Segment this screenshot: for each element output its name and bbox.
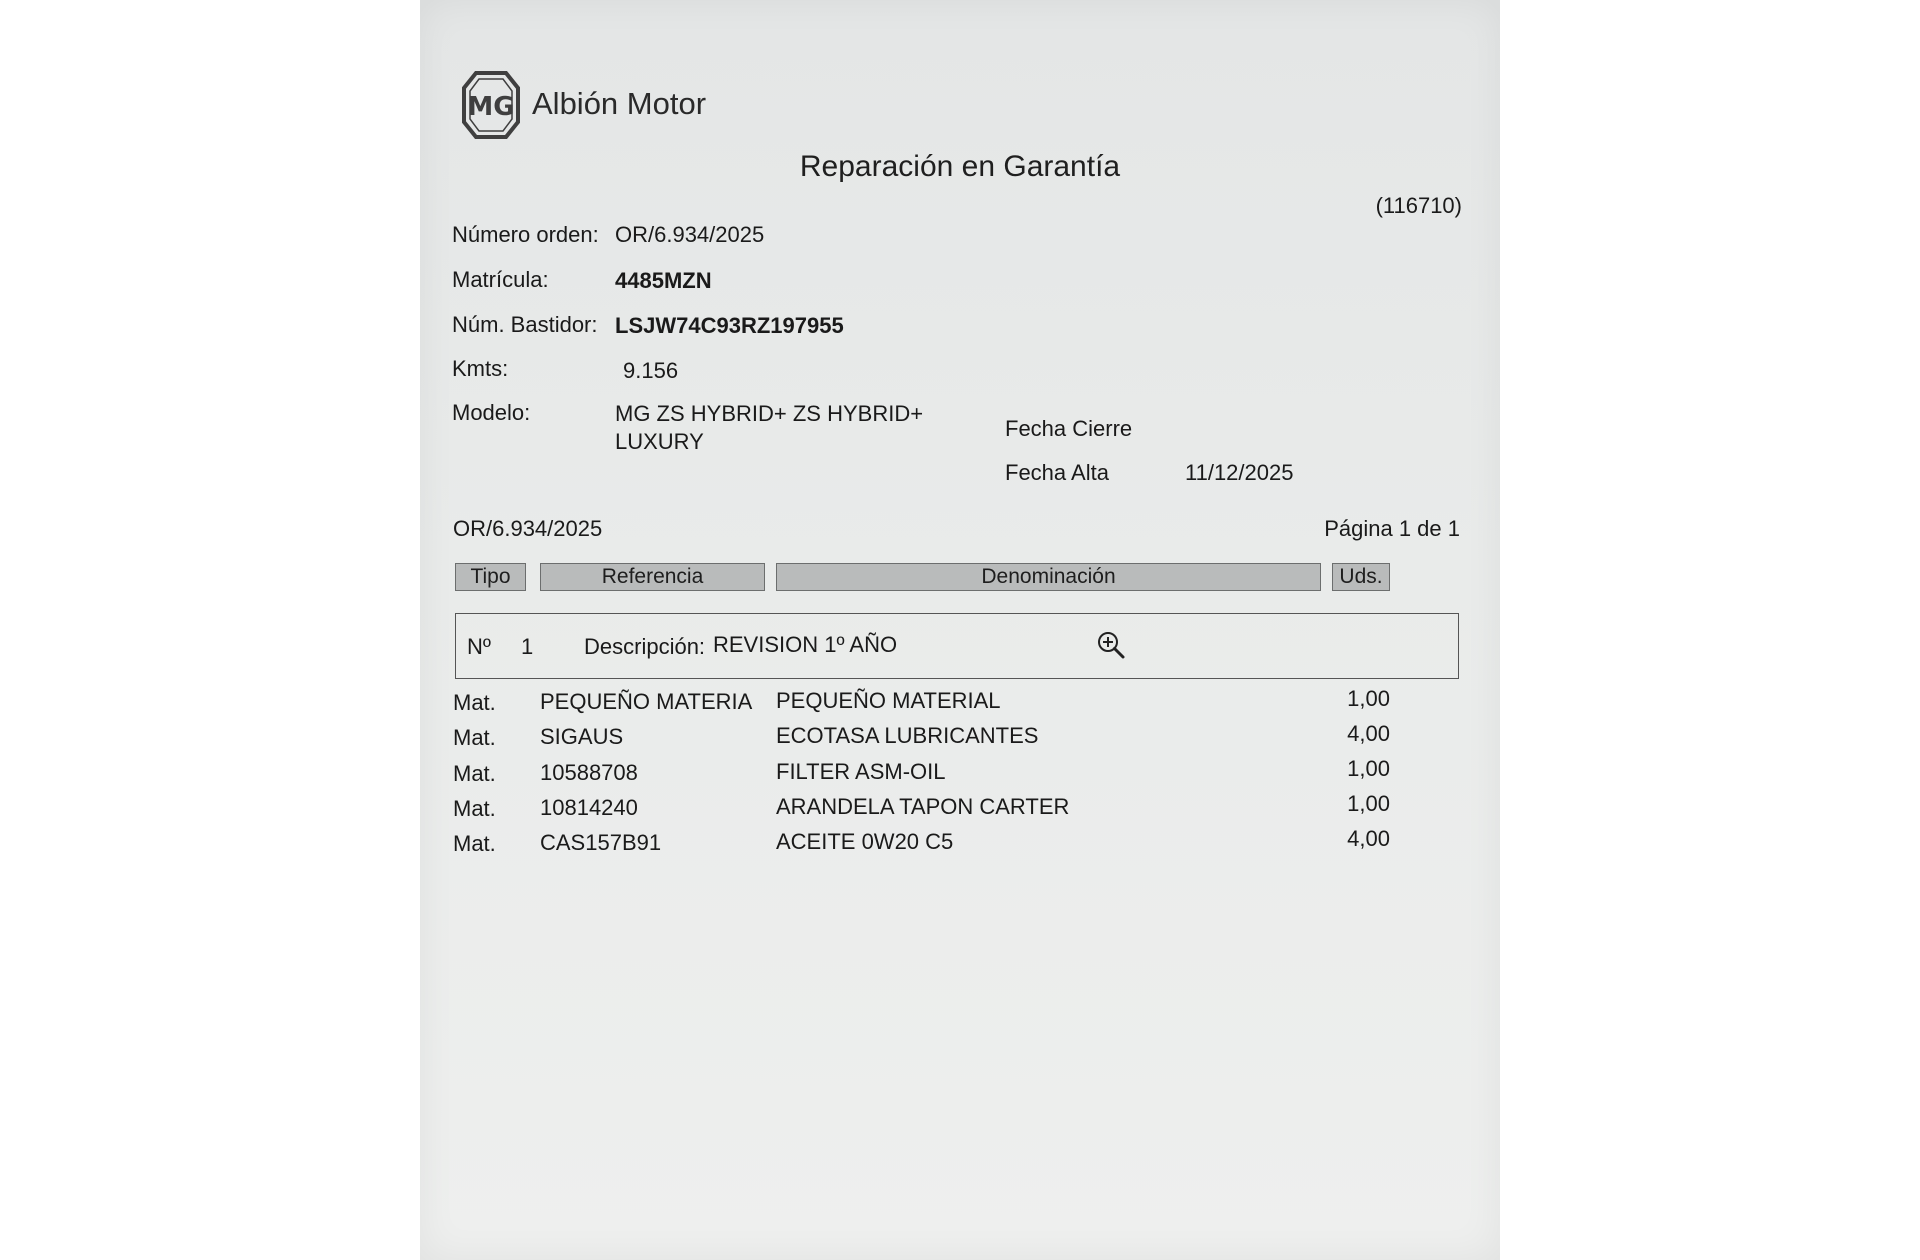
numero-orden-value: OR/6.934/2025: [615, 222, 765, 247]
description-value: REVISION 1º AÑO: [713, 632, 898, 657]
document-title: Reparación en Garantía: [799, 150, 1121, 183]
order-reference: OR/6.934/2025: [453, 516, 603, 541]
svg-text:MG: MG: [467, 92, 515, 122]
row-referencia: PEQUEÑO MATERIA: [540, 689, 753, 714]
row-referencia: CAS157B91: [540, 830, 662, 855]
document-page: [420, 0, 1500, 1260]
row-referencia: 10814240: [540, 795, 638, 820]
row-uds: 1,00: [1347, 686, 1390, 711]
row-denominacion: ACEITE 0W20 C5: [776, 829, 954, 854]
item-number-label: Nº: [467, 634, 491, 659]
bastidor-value: LSJW74C93RZ197955: [615, 313, 844, 338]
matricula-value: 4485MZN: [615, 268, 712, 293]
row-referencia: SIGAUS: [540, 724, 624, 749]
description-label: Descripción:: [584, 634, 706, 659]
row-uds: 4,00: [1347, 721, 1390, 746]
page-number: Página 1 de 1: [1324, 516, 1460, 541]
row-denominacion: ECOTASA LUBRICANTES: [776, 723, 1039, 748]
modelo-value-line1: MG ZS HYBRID+ ZS HYBRID+: [615, 401, 924, 426]
kmts-label: Kmts:: [452, 356, 509, 381]
mg-logo: [462, 70, 520, 140]
row-uds: 1,00: [1347, 756, 1390, 781]
row-tipo: Mat.: [453, 796, 496, 821]
modelo-label: Modelo:: [452, 400, 531, 425]
row-tipo: Mat.: [453, 725, 496, 750]
fecha-cierre-label: Fecha Cierre: [1005, 416, 1133, 441]
column-header-uds: Uds.: [1332, 563, 1390, 591]
row-denominacion: PEQUEÑO MATERIAL: [776, 688, 1001, 713]
zoom-in-icon[interactable]: [1096, 630, 1126, 666]
row-tipo: Mat.: [453, 831, 496, 856]
matricula-label: Matrícula:: [452, 267, 549, 292]
fecha-alta-label: Fecha Alta: [1005, 460, 1109, 485]
kmts-value: 9.156: [623, 358, 679, 383]
row-uds: 1,00: [1347, 791, 1390, 816]
column-header-referencia: Referencia: [540, 563, 765, 591]
row-tipo: Mat.: [453, 761, 496, 786]
row-denominacion: FILTER ASM-OIL: [776, 759, 946, 784]
bastidor-label: Núm. Bastidor:: [452, 312, 598, 337]
column-header-denominacion: Denominación: [776, 563, 1321, 591]
row-referencia: 10588708: [540, 760, 638, 785]
row-denominacion: ARANDELA TAPON CARTER: [776, 794, 1070, 819]
numero-orden-label: Número orden:: [452, 222, 599, 247]
column-header-tipo: Tipo: [455, 563, 526, 591]
fecha-alta-value: 11/12/2025: [1185, 460, 1294, 485]
row-uds: 4,00: [1347, 826, 1390, 851]
row-tipo: Mat.: [453, 690, 496, 715]
modelo-value-line2: LUXURY: [615, 429, 704, 454]
document-code: (116710): [1375, 193, 1462, 218]
brand-name: Albión Motor: [532, 86, 707, 121]
description-box: [455, 613, 1459, 679]
item-number-value: 1: [521, 634, 534, 659]
